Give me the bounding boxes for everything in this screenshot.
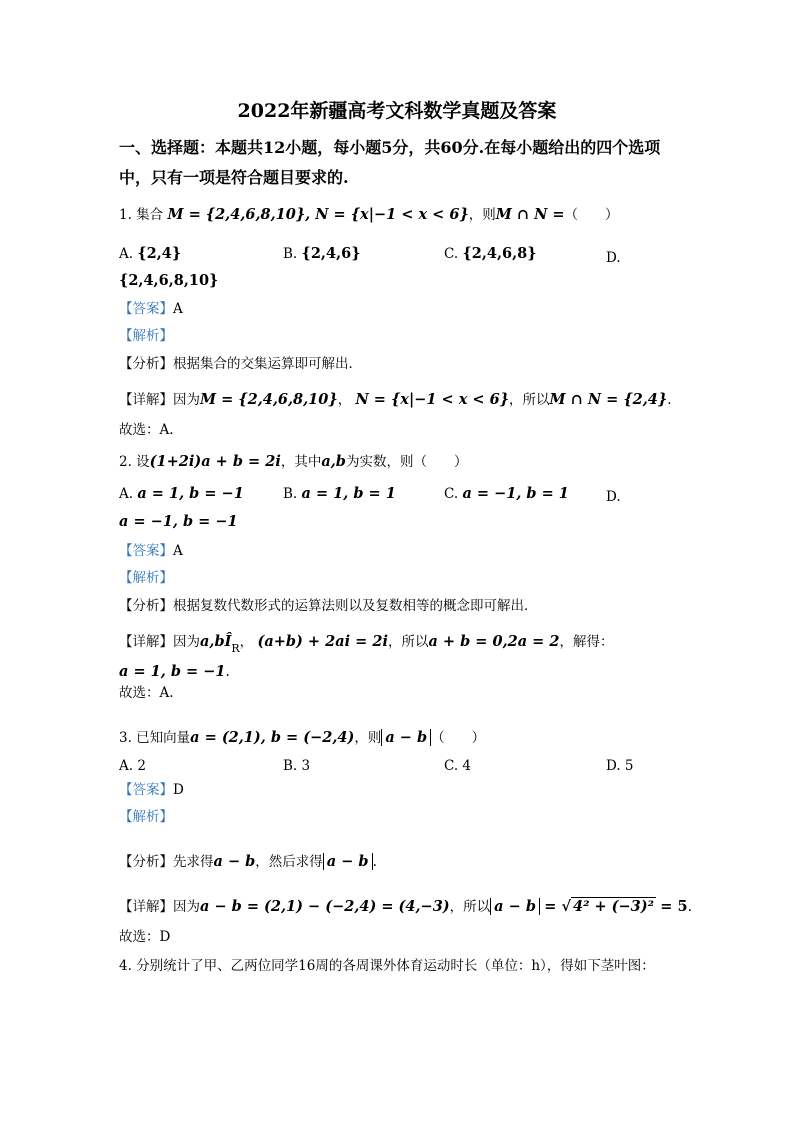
question-1-analysis-tag: 【解析】 (119, 328, 173, 344)
question-2-stem: 2. 设(1+2i)a + b = 2i，其中a,b为实数，则（ ） (119, 453, 468, 470)
question-3-choose: 故选：D (119, 929, 171, 945)
question-1-detail: 【详解】因为M = {2,4,6,8,10}， N = {x|−1 < x < 6}，所以M ∩ N = {2,4}. (119, 391, 672, 408)
question-2-detail-result: a = 1, b = −1. (119, 663, 230, 680)
question-3-detail: 【详解】因为a − b = (2,1) − (−2,4) = (4,−3)，所以 a − b = √ 4² + (−3)² = 5. (119, 898, 692, 915)
question-1-fenxi: 【分析】根据集合的交集运算即可解出． (119, 356, 362, 372)
question-1-stem: 1. 集合 M = {2,4,6,8,10}, N = {x|−1 < x < 6}，则M ∩ N =（ ） (119, 206, 619, 223)
question-2-choose: 故选：A. (119, 685, 174, 701)
question-3-option-c: C. 4 (444, 758, 472, 774)
question-1-option-c: C. {2,4,6,8} (444, 245, 537, 262)
question-1-option-d-label: D. (606, 250, 621, 266)
question-3-stem: 3. 已知向量a = (2,1), b = (−2,4)，则 a − b （ ） (119, 729, 486, 746)
question-3-option-b: B. 3 (283, 758, 311, 774)
question-1-sets: M = {2,4,6,8,10}, N = {x|−1 < x < 6} (167, 206, 469, 223)
question-4-stem: 4. 分别统计了甲、乙两位同学16周的各周课外体育运动时长（单位：h），得如下茎叶图： (119, 958, 655, 974)
question-2-fenxi: 【分析】根据复数代数形式的运算法则以及复数相等的概念即可解出． (119, 598, 538, 614)
question-2-analysis-tag: 【解析】 (119, 570, 173, 586)
question-2-option-c: C. a = −1, b = 1 (444, 485, 569, 502)
question-1-option-a: A. {2,4} (119, 245, 182, 262)
question-1-option-b: B. {2,4,6} (283, 245, 361, 262)
question-3-option-a: A. 2 (119, 758, 146, 774)
question-3-answer: 【答案】D (119, 782, 184, 798)
question-3-fenxi: 【分析】先求得a − b，然后求得 a − b . (119, 853, 377, 870)
question-1-answer: 【答案】A (119, 301, 183, 317)
section-heading: 一、选择题：本题共12小题，每小题5分，共60分.在每小题给出的四个选项中，只有一项是符合题目要求的. (119, 138, 661, 187)
question-2-option-b: B. a = 1, b = 1 (283, 485, 396, 502)
question-1-choose: 故选：A. (119, 422, 174, 438)
question-2-detail: 【详解】因为$a,bÎ_R$， (a+b) + 2ai = 2i，所以a + b = 0,2a = 2，解得： (119, 633, 614, 655)
question-1-option-d: {2,4,6,8,10} (119, 272, 219, 289)
question-2-answer: 【答案】A (119, 543, 183, 559)
question-2-option-d: a = −1, b = −1 (119, 513, 238, 530)
question-3-option-d: D. 5 (606, 758, 634, 774)
question-2-option-a: A. a = 1, b = −1 (119, 485, 244, 502)
question-3-analysis-tag: 【解析】 (119, 809, 173, 825)
page-title: 2022年新疆高考文科数学真题及答案 (237, 100, 557, 122)
question-2-option-d-label: D. (606, 489, 621, 505)
